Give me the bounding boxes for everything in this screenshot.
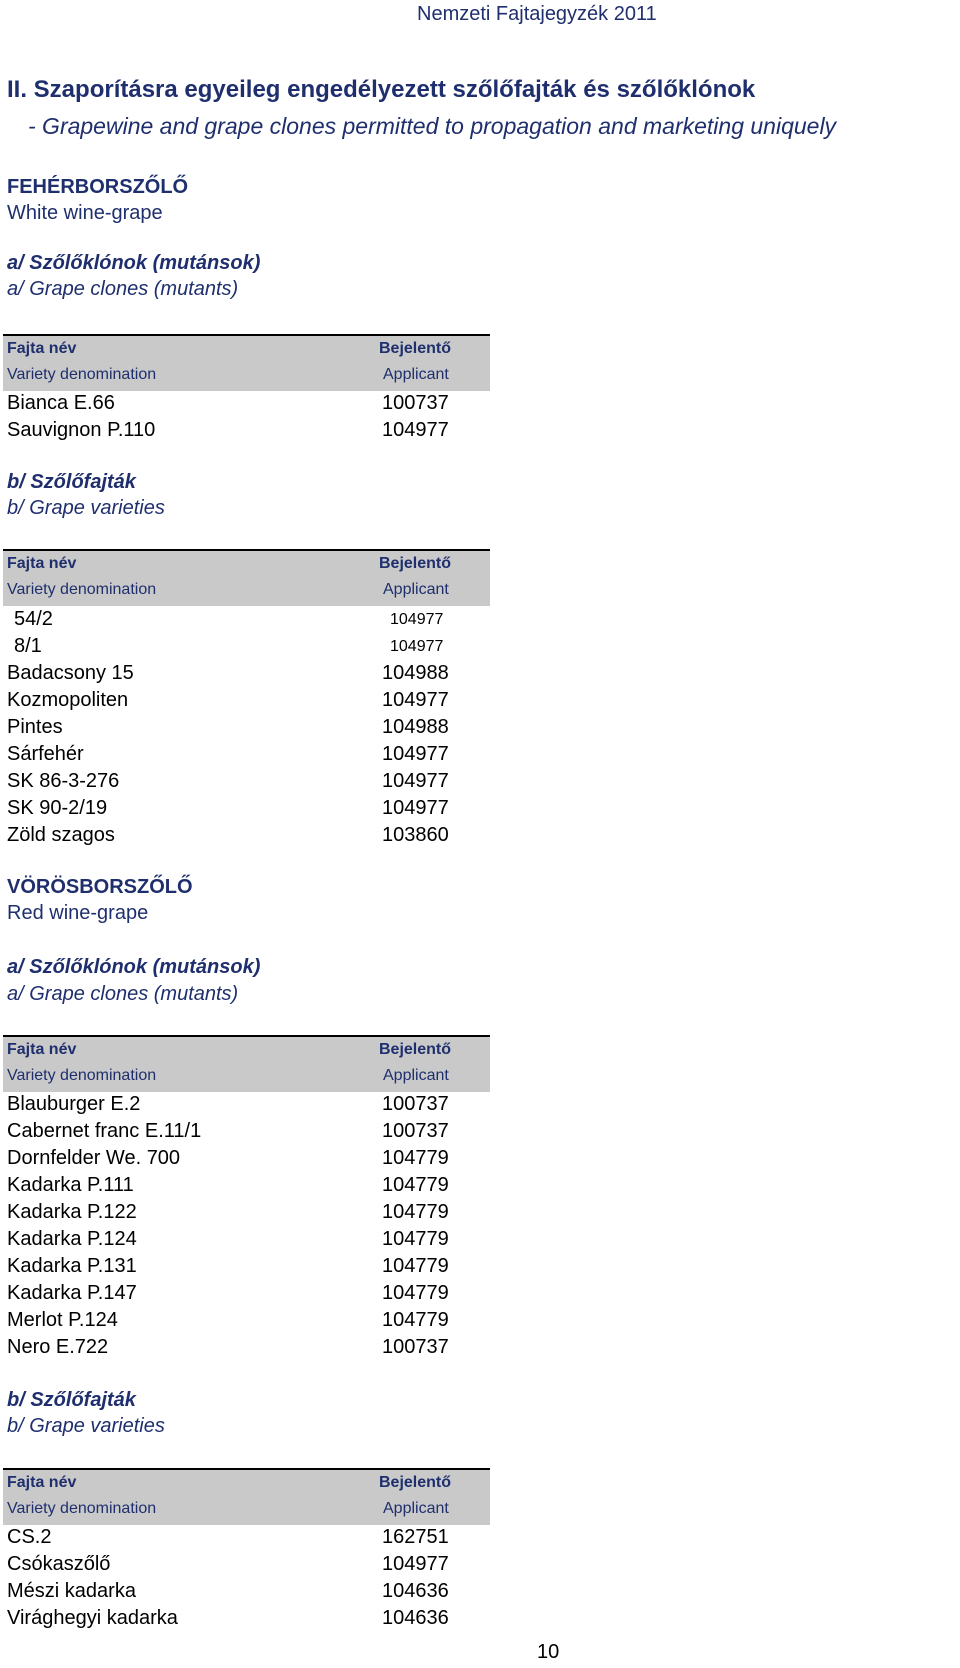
table-row	[3, 417, 490, 444]
table-row	[3, 1118, 490, 1145]
column-applicant-hu: Bejelentő	[379, 555, 452, 572]
table-row	[3, 741, 490, 768]
applicant-code: 104779	[382, 1282, 449, 1304]
section-subtitle: - Grapewine and grape clones permitted to propagation and marketing uniquely	[28, 113, 837, 139]
applicant-code: 104977	[382, 419, 449, 441]
applicant-code: 100737	[382, 1093, 449, 1115]
table-row	[3, 1524, 490, 1551]
column-applicant-en: Applicant	[383, 1067, 449, 1084]
applicant-code: 104977	[390, 611, 444, 628]
variety-name: 8/1	[14, 635, 42, 657]
variety-name: Sauvignon P.110	[7, 419, 156, 441]
variety-name: Dornfelder We. 700	[7, 1147, 181, 1169]
variety-name: SK 90-2/19	[7, 797, 108, 819]
applicant-code: 100737	[382, 1120, 449, 1142]
applicant-code: 104977	[382, 689, 449, 711]
variety-name: Pintes	[7, 716, 63, 738]
applicant-code: 104977	[382, 770, 449, 792]
table-row	[3, 822, 490, 849]
applicant-code: 100737	[382, 1336, 449, 1358]
table-row	[3, 1226, 490, 1253]
page-number: 10	[537, 1641, 560, 1663]
red-clones-subtitle: a/ Grape clones (mutants)	[7, 983, 239, 1005]
column-name-hu: Fajta név	[7, 1474, 77, 1491]
column-name-en: Variety denomination	[7, 366, 157, 383]
table-row	[3, 1551, 490, 1578]
applicant-code: 104779	[382, 1228, 449, 1250]
red-clones-title: a/ Szőlőklónok (mutánsok)	[7, 956, 261, 978]
red-category-subtitle: Red wine-grape	[7, 902, 149, 924]
red-varieties-title: b/ Szőlőfajták	[7, 1389, 136, 1411]
table-row	[3, 1605, 490, 1632]
applicant-code: 103860	[382, 824, 449, 846]
table-header	[3, 1035, 490, 1092]
table-row	[3, 1307, 490, 1334]
variety-name: Sárfehér	[7, 743, 84, 765]
red-clones-table	[3, 1091, 490, 1361]
column-applicant-en: Applicant	[383, 581, 449, 598]
white-clones-title: a/ Szőlőklónok (mutánsok)	[7, 252, 261, 274]
column-applicant-en: Applicant	[383, 366, 449, 383]
variety-name: Kadarka P.124	[7, 1228, 137, 1250]
table-row	[3, 660, 490, 687]
variety-name: Kozmopoliten	[7, 689, 129, 711]
variety-name: Kadarka P.111	[7, 1174, 134, 1196]
variety-name: Kadarka P.122	[7, 1201, 137, 1223]
applicant-code: 104779	[382, 1147, 449, 1169]
table-row	[3, 1145, 490, 1172]
table-row	[3, 768, 490, 795]
column-name-en: Variety denomination	[7, 1500, 157, 1517]
column-applicant-hu: Bejelentő	[379, 1474, 452, 1491]
applicant-code: 162751	[382, 1526, 449, 1548]
variety-name: Cabernet franc E.11/1	[7, 1120, 202, 1142]
variety-name: CS.2	[7, 1526, 52, 1548]
column-applicant-hu: Bejelentő	[379, 1041, 452, 1058]
table-row	[3, 1253, 490, 1280]
applicant-code: 104779	[382, 1255, 449, 1277]
variety-name: Badacsony 15	[7, 662, 134, 684]
variety-name: Mészi kadarka	[7, 1580, 136, 1602]
white-varieties-title: b/ Szőlőfajták	[7, 471, 136, 493]
table-row	[3, 390, 490, 417]
white-varieties-table	[3, 606, 490, 849]
white-category-subtitle: White wine-grape	[7, 202, 163, 224]
document-header: Nemzeti Fajtajegyzék 2011	[417, 3, 657, 25]
applicant-code: 104977	[382, 1553, 449, 1575]
variety-name: Nero E.722	[7, 1336, 109, 1358]
applicant-code: 104988	[382, 716, 449, 738]
table-row	[3, 633, 490, 660]
column-name-hu: Fajta név	[7, 555, 77, 572]
table-row	[3, 795, 490, 822]
column-applicant-en: Applicant	[383, 1500, 449, 1517]
variety-name: Kadarka P.131	[7, 1255, 137, 1277]
variety-name: Virághegyi kadarka	[7, 1607, 178, 1629]
red-varieties-table	[3, 1524, 490, 1632]
white-varieties-subtitle: b/ Grape varieties	[7, 497, 165, 519]
table-row	[3, 606, 490, 633]
variety-name: Merlot P.124	[7, 1309, 118, 1331]
variety-name: Zöld szagos	[7, 824, 115, 846]
column-applicant-hu: Bejelentő	[379, 340, 452, 357]
table-header	[3, 334, 490, 391]
variety-name: Blauburger E.2	[7, 1093, 141, 1115]
column-name-hu: Fajta név	[7, 340, 77, 357]
applicant-code: 104779	[382, 1309, 449, 1331]
table-row	[3, 1091, 490, 1118]
white-category-title: FEHÉRBORSZŐLŐ	[7, 176, 189, 198]
variety-name: Bianca E.66	[7, 392, 115, 414]
section-title: II. Szaporításra egyeileg engedélyezett szőlőfajták és szőlőklónok	[7, 76, 756, 103]
applicant-code: 104779	[382, 1174, 449, 1196]
table-row	[3, 687, 490, 714]
applicant-code: 100737	[382, 392, 449, 414]
white-clones-table	[3, 390, 490, 444]
column-name-hu: Fajta név	[7, 1041, 77, 1058]
table-header	[3, 1468, 490, 1525]
applicant-code: 104779	[382, 1201, 449, 1223]
variety-name: 54/2	[14, 608, 53, 630]
white-clones-subtitle: a/ Grape clones (mutants)	[7, 278, 239, 300]
red-category-title: VÖRÖSBORSZŐLŐ	[7, 876, 193, 898]
applicant-code: 104988	[382, 662, 449, 684]
applicant-code: 104977	[382, 743, 449, 765]
variety-name: Kadarka P.147	[7, 1282, 137, 1304]
table-row	[3, 1172, 490, 1199]
applicant-code: 104636	[382, 1580, 449, 1602]
applicant-code: 104636	[382, 1607, 449, 1629]
variety-name: Csókaszőlő	[7, 1553, 111, 1575]
table-row	[3, 1334, 490, 1361]
table-row	[3, 1280, 490, 1307]
variety-name: SK 86-3-276	[7, 770, 120, 792]
table-row	[3, 1199, 490, 1226]
red-varieties-subtitle: b/ Grape varieties	[7, 1415, 165, 1437]
table-header	[3, 549, 490, 606]
table-row	[3, 1578, 490, 1605]
applicant-code: 104977	[382, 797, 449, 819]
table-row	[3, 714, 490, 741]
applicant-code: 104977	[390, 638, 444, 655]
column-name-en: Variety denomination	[7, 1067, 157, 1084]
column-name-en: Variety denomination	[7, 581, 157, 598]
